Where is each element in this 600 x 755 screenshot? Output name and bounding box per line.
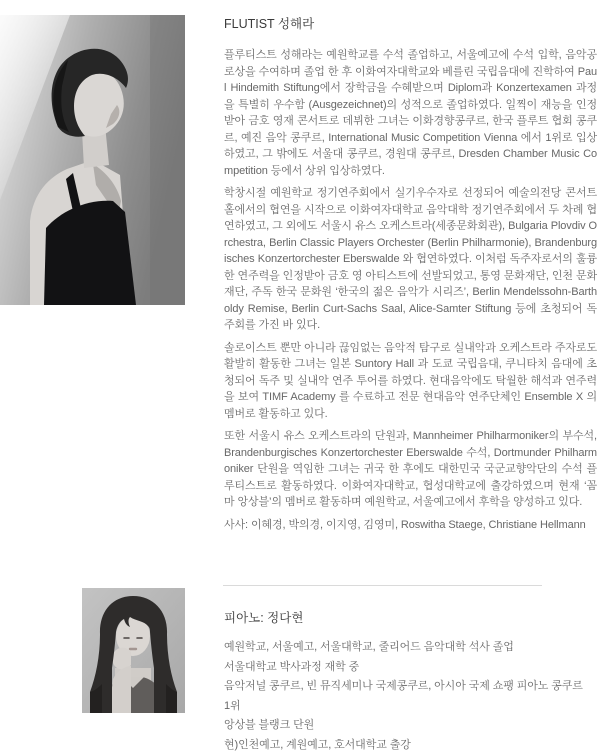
flutist-paragraph-1: 플루티스트 성해라는 예원학교를 수석 졸업하고, 서울예고에 수석 입학, 음악공로상을 수여하며 졸업 한 후 이화여자대학교와 베를린 국립음대에 진학하여 Paul Hindemith Stiftung에서 장학금을 수혜받으며 Diplom과 Konzertexamen 과정을 특별히 우수함 (Ausgezeichnet)의 성적으로 졸업하였다. 일찍이 재능을 인정받아 금호 영재 콘서트로 데뷔한 그녀는 이화경향콩쿠르, 한국 플루트 협회 콩쿠르, 예진 음악 콩쿠르, International Music Competition Vienna 에서 1위로 입상하였고, 그 밖에도 서울대 콩쿠르, 경원대 콩쿠르, Dresden Chamber Music Competition 등에서 상위 입상하였다. [224,47,597,179]
section-divider [223,585,542,586]
pianist-credential-line-1: 예원학교, 서울예고, 서울대학교, 줄리어드 음악대학 석사 졸업 [224,638,597,658]
pianist-credential-line-3: 음악저널 콩쿠르, 빈 뮤직세미나 국제콩쿠르, 아시아 국제 쇼팽 피아노 콩쿠르 1위 [224,677,597,716]
flutist-portrait-image [0,15,185,305]
flutist-paragraph-3: 솔로이스트 뿐만 아니라 끊임없는 음악적 탐구로 실내악과 오케스트라 주자로도 활발히 활동한 그녀는 일본 Suntory Hall 과 도쿄 국립음대, 쿠니타치 음대에 초청되어 독주 및 실내악 연주 투어를 하였다. 현대음악에도 탁월한 해석과 연주력을 보여 TIMF Academy 를 수료하고 전문 현대음악 연주단체인 Ensemble X 의 멤버로 활동하고 있다. [224,340,597,423]
pianist-credential-line-4: 앙상블 블랭크 단원 [224,716,597,736]
pianist-bio-section [224,604,597,755]
flutist-heading: FLUTIST 성해라 [224,16,597,32]
flutist-bio-section [224,14,597,533]
pianist-credential-line-2: 서울대학교 박사과정 재학 중 [224,658,597,678]
pianist-credential-line-5: 현)인천예고, 계원예고, 호서대학교 출강 [224,736,597,755]
pianist-photo [82,588,185,713]
pianist-portrait-image [82,588,185,713]
pianist-heading: 피아노: 정다현 [224,610,597,626]
flutist-photo [0,15,185,305]
flutist-teachers-line: 사사: 이혜경, 박의경, 이지영, 김영미, Roswitha Staege, Christiane Hellmann [224,517,597,534]
flutist-paragraph-2: 학창시절 예원학교 정기연주회에서 실기우수자로 선정되어 예술의전당 콘서트홀에서의 협연을 시작으로 이화여자대학교 음악대학 정기연주회에서 두 차례 협연하였고, 그 외에도 서울시 유스 오케스트라(세종문화회관), Bulgaria Plovdiv Orchestra, Berlin Classic Players Orchester (Berlin Philharmonie), Brandenburgisches Konzertorchester Eberswalde 와 협연하였다. 이처럼 독주자로서의 훌륭한 연주력을 인정받아 금호 영 아티스트에 선발되었고, 통영 문화재단, 인천 문화재단, 주독 한국 문화원 ‘한국의 젊은 음악가 시리즈’, Berlin Mendelssohn-Bartholdy Remise, Berlin Curt-Sachs Saal, Alice-Samter Stiftung 등에 초청되어 독주회를 가진 바 있다. [224,185,597,334]
flutist-paragraph-4: 또한 서울시 유스 오케스트라의 단원과, Mannheimer Philharmoniker의 부수석, Brandenburgisches Konzertorchester Eberswalde 수석, Dortmunder Philharmoniker 단원을 역임한 그녀는 귀국 한 후에도 대한민국 국군교향악단의 수석 플루티스트로 활동하였다. 이화여자대학교, 협성대학교에 출강하였으며 현재 ‘꼼마 앙상블’의 멤버로 활동하며 예원학교, 서울예고에서 후학을 양성하고 있다. [224,428,597,511]
